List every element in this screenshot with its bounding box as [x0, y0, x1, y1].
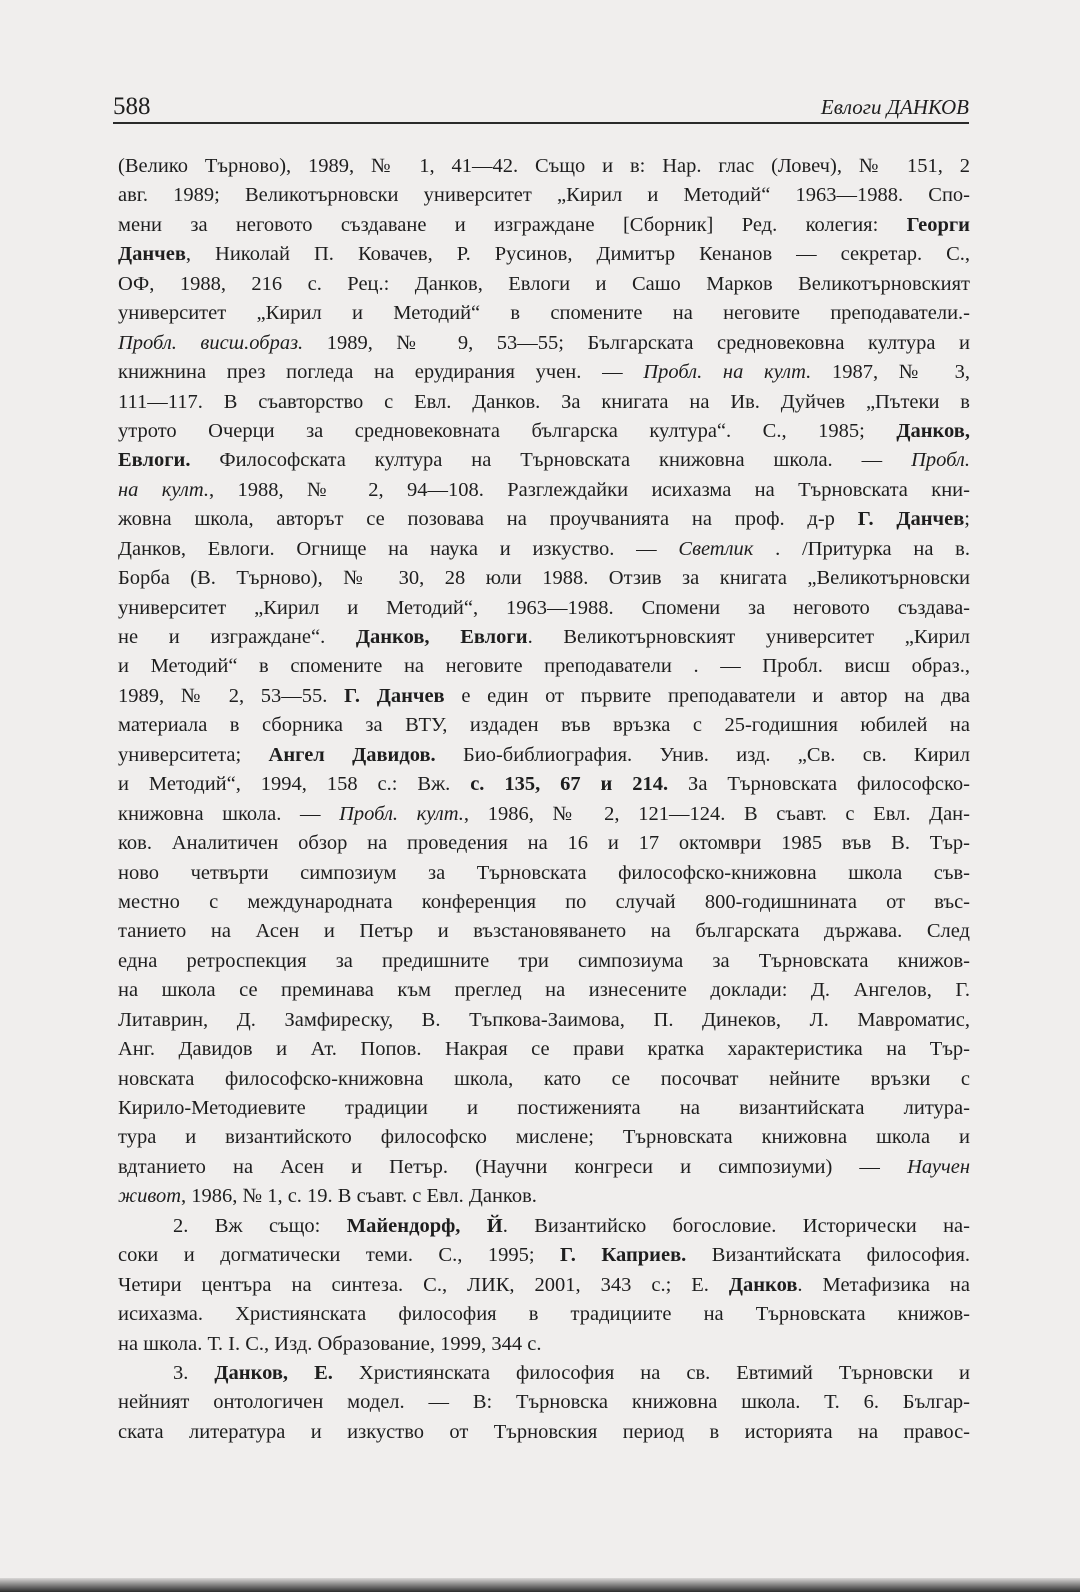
bold-text: Евлоги.	[118, 449, 191, 472]
text-segment: книжовна школа. —	[118, 802, 340, 825]
page-header	[113, 92, 969, 122]
text-line	[118, 652, 970, 681]
text-segment: вдтанието на Асен и Петър. (Научни конгреси и симпозиуми) —	[118, 1155, 908, 1178]
text-line	[118, 917, 970, 946]
text-line	[118, 829, 970, 858]
text-line	[118, 1418, 970, 1447]
text-segment: 1989, № 9, 53—55; Българската средновековна култура и	[303, 331, 970, 354]
text-line	[118, 1271, 970, 1300]
text-line	[118, 888, 970, 917]
text-segment: Литаврин, Д. Замфиреску, В. Тъпкова-Заимова, П. Динеков, Л. Мавроматис,	[118, 1008, 970, 1031]
text-segment: ОФ, 1988, 216 с. Рец.: Данков, Евлоги и Сашо Марков Великотърновският	[118, 272, 970, 295]
italic-text: на култ.	[118, 478, 210, 501]
text-line	[118, 770, 970, 799]
text-segment: (Велико Търново), 1989, № 1, 41—42. Също и в: Нар. глас (Ловеч), № 151, 2	[118, 155, 970, 177]
text-line	[118, 388, 970, 417]
italic-text: живот	[118, 1185, 182, 1208]
header-rule	[113, 122, 969, 124]
text-line	[118, 1300, 970, 1329]
running-head: Евлоги ДАНКОВ	[820, 95, 969, 119]
text-line	[118, 623, 970, 652]
text-segment: танието на Асен и Петър и възстановяването на българската държава. След	[118, 920, 970, 943]
page-edge-shadow	[0, 1578, 1080, 1592]
text-segment: е един от първите преподаватели и автор на два	[444, 684, 970, 707]
text-line	[118, 1182, 970, 1211]
bold-text: Данков, Евлоги	[355, 626, 528, 648]
italic-text: Пробл. култ.	[339, 802, 464, 825]
text-line	[118, 1006, 970, 1035]
text-segment: на школа се преминава към преглед на изнесените доклади: Д. Ангелов, Г.	[118, 979, 970, 1002]
text-line	[118, 476, 970, 505]
text-segment: материала в сборника за ВТУ, издаден във връзка с 25-годишния юбилей на	[118, 714, 970, 737]
bold-text: Г. Каприев.	[560, 1244, 687, 1267]
text-line	[118, 711, 970, 740]
italic-text: Пробл. висш.образ.	[118, 331, 304, 354]
text-segment: жовна школа, авторът се позовава на проучванията на проф. д-р	[118, 508, 858, 531]
text-line	[118, 682, 970, 711]
text-line	[118, 505, 970, 534]
text-segment: не и изграждане“.	[118, 626, 356, 648]
text-segment: . /Притурка на в.	[753, 537, 970, 560]
text-line	[118, 211, 970, 240]
text-line	[118, 1094, 970, 1123]
italic-text: Научен	[907, 1155, 970, 1178]
text-segment: Християнската философия на св. Евтимий Търновски и	[332, 1361, 971, 1384]
text-segment: мени за неговото създаване и изграждане [Сборник] Ред. колегия:	[118, 213, 907, 236]
text-segment: , Николай П. Ковачев, Р. Русинов, Димитър Кенанов — секретар. С.,	[185, 243, 970, 266]
text-segment: соки и догматически теми. С., 1995;	[118, 1244, 561, 1267]
text-line	[118, 1153, 970, 1182]
text-segment: една ретроспекция за предишните три симпозиума за Търновската книжов-	[118, 949, 970, 972]
text-segment: нейният онтологичен модел. — В: Търновска книжовна школа. Т. 6. Българ-	[118, 1391, 970, 1414]
text-line	[118, 152, 970, 181]
text-line	[118, 947, 970, 976]
bold-text: Майендорф, Й	[346, 1214, 503, 1237]
text-segment: ново четвърти симпозиум за Търновската философско-книжовна школа съв-	[118, 861, 970, 884]
text-line	[118, 446, 970, 475]
text-segment: новската философско-книжовна школа, като се посочват нейните връзки с	[118, 1067, 970, 1090]
text-line	[118, 741, 970, 770]
text-segment: книжнина през погледа на ерудирания учен. —	[118, 361, 644, 384]
text-line	[118, 1035, 970, 1064]
text-segment: 111—117. В съавторство с Евл. Данков. За книгата на Ив. Дуйчев „Пътеки в	[118, 390, 970, 413]
text-line	[118, 240, 970, 269]
text-segment: 1989, № 2, 53—55.	[118, 684, 345, 707]
text-segment: и Методий“, 1994, 158 с.: Вж.	[118, 773, 471, 796]
text-segment: ;	[964, 508, 970, 531]
bold-text: Данчев	[118, 243, 186, 266]
text-line	[118, 800, 970, 829]
text-segment: 1987, № 3,	[811, 361, 971, 384]
italic-text: Пробл. на култ.	[643, 361, 812, 384]
text-line	[118, 1388, 970, 1417]
text-line	[118, 594, 970, 623]
text-line	[118, 535, 970, 564]
text-segment: . Метафизика на	[797, 1273, 970, 1296]
text-segment: утрото Очерци за средновековната българска култура“. С., 1985;	[118, 419, 897, 442]
bold-text: Данков,	[896, 419, 970, 442]
text-segment: 3.	[173, 1361, 215, 1384]
text-segment: ската литература и изкуство от Търновския период в историята на правос-	[118, 1420, 970, 1443]
text-line	[118, 859, 970, 888]
text-segment: , 1988, № 2, 94—108. Разглеждайки исихазма на Търновската кни-	[209, 478, 970, 501]
bold-text: Г. Данчев	[857, 508, 965, 531]
text-segment: Византийската философия.	[686, 1244, 970, 1267]
text-segment: авг. 1989; Великотърновски университет „Кирил и Методий“ 1963—1988. Спо-	[118, 184, 970, 207]
footnote-2-start	[118, 1212, 970, 1241]
text-line	[118, 1241, 970, 1270]
text-segment: университет „Кирил и Методий“ в спомените на неговите преподаватели.-	[118, 302, 970, 325]
text-segment: тура и византийското философско мислене; Търновската книжовна школа и	[118, 1126, 970, 1149]
text-segment: университета;	[118, 743, 269, 766]
text-line	[118, 181, 970, 210]
text-segment: Кирило-Методиевите традиции и постиженията на византийската литура-	[118, 1097, 970, 1119]
text-segment: на школа. Т. I. С., Изд. Образование, 1999, 344 с.	[118, 1332, 542, 1355]
text-line	[118, 976, 970, 1005]
bold-text: Георги	[906, 213, 970, 236]
page-number: 588	[113, 93, 151, 120]
text-segment: Четири центъра на синтеза. С., ЛИК, 2001, 343 с.; Е.	[118, 1273, 729, 1296]
text-segment: и Методий“ в спомените на неговите преподаватели . — Пробл. висш образ.,	[118, 655, 970, 678]
italic-text: Светлик	[678, 537, 754, 560]
bold-text: Данков, Е.	[214, 1361, 333, 1384]
text-segment: Философската култура на Търновската книжовна школа. —	[190, 449, 912, 472]
text-line	[118, 417, 970, 446]
footnote-3-start	[118, 1359, 970, 1388]
text-segment: Данков, Евлоги. Огнище на наука и изкуство. —	[118, 537, 679, 560]
text-segment: , 1986, № 1, с. 19. В съавт. с Евл. Данков.	[181, 1185, 537, 1208]
text-segment: местно с международната конференция по случай 800-годишнината от въс-	[118, 890, 970, 913]
bold-text: Ангел Давидов.	[268, 743, 436, 766]
text-segment: Борба (В. Търново), № 30, 28 юли 1988. Отзив за книгата „Великотърновски	[118, 567, 970, 590]
text-segment: . Великотърновският университет „Кирил	[527, 626, 970, 648]
body-text	[118, 152, 970, 1447]
text-line	[118, 564, 970, 593]
italic-text: Пробл.	[911, 449, 970, 472]
text-segment: ков. Аналитичен обзор на проведения на 16 и 17 октомври 1985 във В. Тър-	[118, 832, 970, 855]
text-segment: 2. Вж също:	[173, 1214, 347, 1237]
bold-text: Данков	[728, 1273, 798, 1296]
text-line	[118, 329, 970, 358]
text-segment: За Търновската философско-	[668, 773, 970, 796]
bold-text: Г. Данчев	[344, 684, 445, 707]
text-line	[118, 358, 970, 387]
bold-text: с. 135, 67 и 214.	[470, 773, 669, 796]
text-segment: Био-библиография. Унив. изд. „Св. св. Кирил	[435, 743, 970, 766]
text-line	[118, 1065, 970, 1094]
text-segment: Анг. Давидов и Ат. Попов. Накрая се прави кратка характеристика на Тър-	[118, 1038, 970, 1061]
text-line	[118, 1123, 970, 1152]
text-segment: университет „Кирил и Методий“, 1963—1988. Спомени за неговото създава-	[118, 596, 970, 619]
text-segment: , 1986, № 2, 121—124. В съавт. с Евл. Дан-	[463, 802, 970, 825]
text-segment: исихазма. Християнската философия в традициите на Търновската книжов-	[118, 1303, 970, 1326]
text-line	[118, 1330, 970, 1359]
text-segment: . Византийско богословие. Исторически на-	[502, 1214, 970, 1237]
text-line	[118, 270, 970, 299]
text-line	[118, 299, 970, 328]
